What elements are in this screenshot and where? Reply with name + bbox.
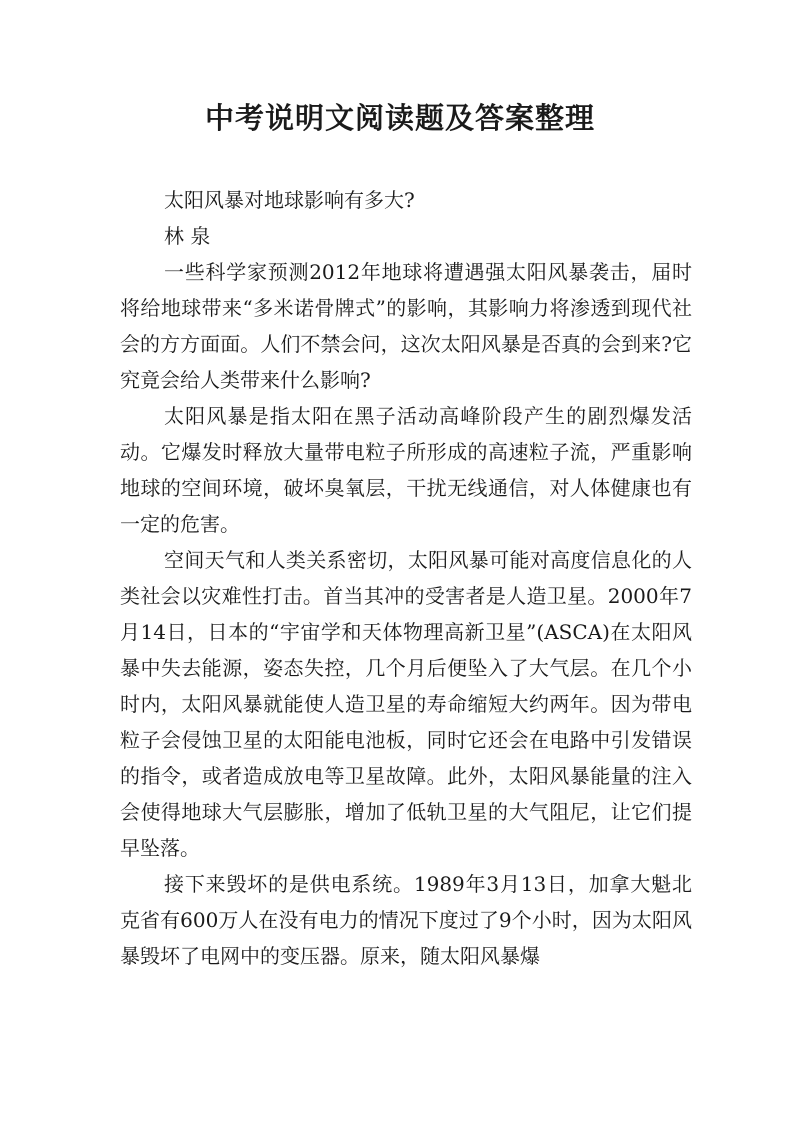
article-title: 太阳风暴对地球影响有多大?	[164, 188, 415, 212]
paragraph-2: 太阳风暴是指太阳在黑子活动高峰阶段产生的剧烈爆发活动。它爆发时释放大量带电粒子所形成的高速粒子流，严重影响地球的空间环境，破坏臭氧层，干扰无线通信，对人体健康也有一定的危害。	[120, 404, 692, 536]
document-title: 中考说明文阅读题及答案整理	[204, 101, 595, 135]
document-body	[120, 182, 692, 974]
article-author: 林 泉	[164, 224, 211, 248]
paragraph-1: 一些科学家预测2012年地球将遭遇强太阳风暴袭击，届时将给地球带来“多米诺骨牌式”的影响，其影响力将渗透到现代社会的方方面面。人们不禁会问，这次太阳风暴是否真的会到来?它究竟会给人类带来什么影响?	[120, 260, 692, 392]
paragraph-3: 空间天气和人类关系密切，太阳风暴可能对高度信息化的人类社会以灾难性打击。首当其冲的受害者是人造卫星。2000年7月14日，日本的“宇宙学和天体物理高新卫星”(ASCA)在太阳风暴中失去能源，姿态失控，几个月后便坠入了大气层。在几个小时内，太阳风暴就能使人造卫星的寿命缩短大约两年。因为带电粒子会侵蚀卫星的太阳能电池板，同时它还会在电路中引发错误的指令，或者造成放电等卫星故障。此外，太阳风暴能量的注入会使得地球大气层膨胀，增加了低轨卫星的大气阻尼，让它们提早坠落。	[120, 548, 692, 860]
paragraph-4: 接下来毁坏的是供电系统。1989年3月13日，加拿大魁北克省有600万人在没有电力的情况下度过了9个小时，因为太阳风暴毁坏了电网中的变压器。原来，随太阳风暴爆	[120, 872, 692, 968]
